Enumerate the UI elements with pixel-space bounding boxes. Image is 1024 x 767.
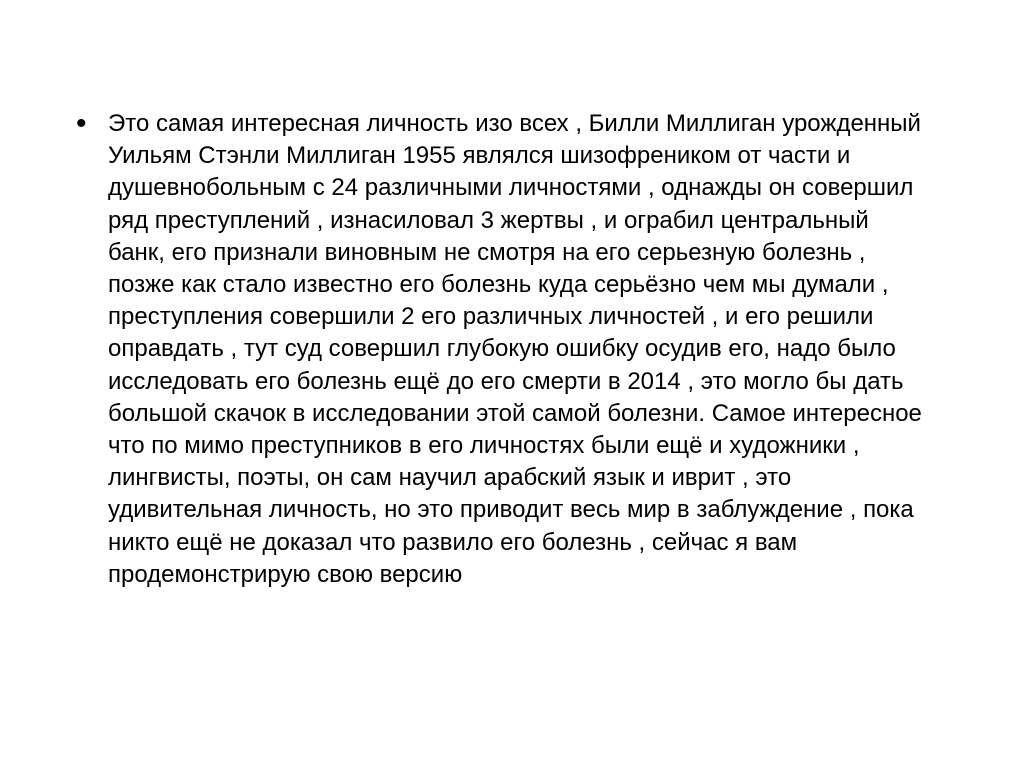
bullet-item: [76, 108, 946, 591]
bullet-text: Это самая интересная личность изо всех , Билли Миллиган урожденный Уильям Стэнли Миллиган 1955 являлся шизофреником от части и душевнобольным с 24 различными личностями , однажды он совершил ряд преступлений , изнасиловал 3 жертвы , и ограбил центральный банк, его признали виновным не смотря на его серьезную болезнь , позже как стало известно его болезнь куда серьёзно чем мы думали , преступления совершили 2 его различных личностей , и его решили оправдать , тут суд совершил глубокую ошибку осудив его, надо было исследовать его болезнь ещё до его смерти в 2014 , это могло бы дать большой скачок в исследовании этой самой болезни. Самое интересное что по мимо преступников в его личностях были ещё и художники , лингвисты, поэты, он сам научил арабский язык и иврит , это удивительная личность, но это приводит весь мир в заблуждение , пока никто ещё не доказал что развило его болезнь , сейчас я вам продемонстрирую свою версию: [108, 110, 922, 588]
bullet-point-icon: •: [76, 107, 87, 140]
